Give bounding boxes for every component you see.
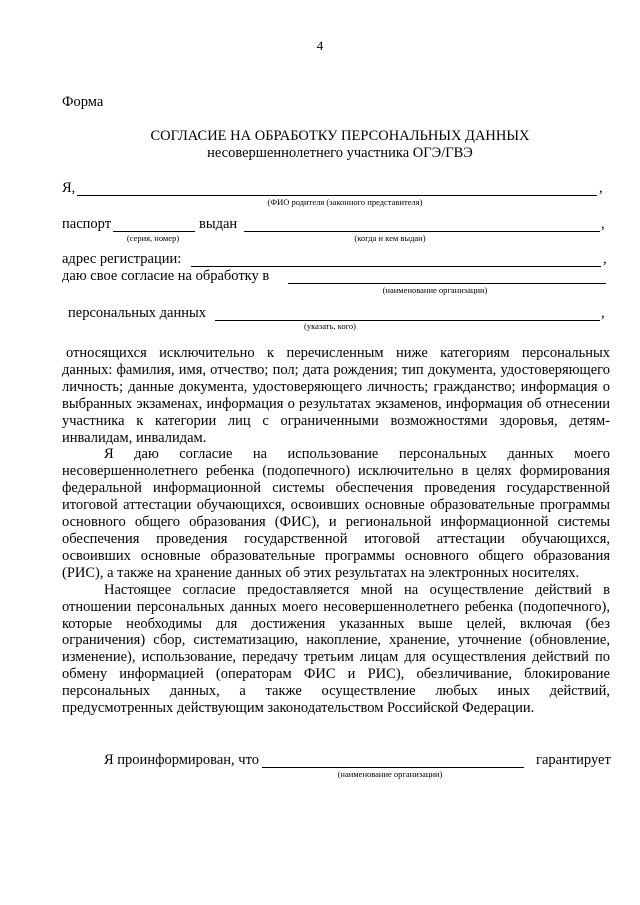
consent-body [62, 345, 610, 717]
informed-prefix: Я проинформирован, что [104, 752, 259, 768]
organization-hint: (наименование организации) [382, 285, 488, 295]
form-label: Форма [62, 94, 104, 110]
issued-label: выдан [199, 216, 238, 232]
title-line-2: несовершеннолетнего участника ОГЭ/ГВЭ [207, 145, 473, 161]
issued-field-line[interactable] [244, 231, 600, 232]
guarantor-field-line[interactable] [262, 767, 524, 768]
document-title [0, 128, 640, 162]
categories-paragraph: относящихся исключительно к перечисленным ниже категориям персональных данных: фамилия, имя, отчество; пол; дата рождения; тип документа, удостоверяющего личность; данные документа, удостоверяющего личность; гражданство; информация о выбранных экзаменах, информация о результатах экзаменов, информация об отнесении участника к категории лиц с ограниченными возможностями здоровья, детям-инвалидам, инвалидам. [62, 345, 610, 446]
passport-label: паспорт [62, 216, 112, 232]
title-line-1: СОГЛАСИЕ НА ОБРАБОТКУ ПЕРСОНАЛЬНЫХ ДАННЫХ [150, 128, 530, 144]
fio-hint: (ФИО родителя (законного представителя) [267, 197, 423, 207]
personal-data-label: персональных данных [68, 305, 207, 321]
address-comma: , [603, 251, 607, 267]
whose-hint: (указать, кого) [304, 321, 356, 331]
actions-paragraph: Настоящее согласие предоставляется мной на осуществление действий в отношении персональных данных моего несовершеннолетнего ребенка (подопечного), которые необходимы для достижения указанных выше целей, включая (без ограничения) сбор, систематизацию, накопление, хранение, уточнение (обновление, изменение), использование, передачу третьим лицам для осуществления действий по обмену информацией (операторам ФИС и РИС), обезличивание, блокирование персональных данных, а также осуществление любых иных действий, предусмотренных действующим законодательством Российской Федерации. [62, 581, 610, 717]
ya-comma: , [599, 180, 603, 196]
issued-comma: , [601, 216, 605, 232]
address-label: адрес регистрации: [62, 251, 182, 267]
organization-field-line[interactable] [288, 283, 606, 284]
ya-label: Я, [62, 180, 76, 196]
page-number: 4 [316, 38, 324, 53]
whose-field-line[interactable] [215, 320, 600, 321]
guarantor-hint: (наименование организации) [337, 769, 443, 779]
address-field-line[interactable] [191, 266, 601, 267]
passport-field-line[interactable] [113, 231, 195, 232]
passport-hint: (серия, номер) [126, 233, 180, 243]
issued-hint: (когда и кем выдан) [354, 233, 426, 243]
purpose-paragraph: Я даю согласие на использование персональных данных моего несовершеннолетнего ребенка (подопечного) исключительно в целях формирования федеральной информационной системы обеспечения проведения государственной итоговой аттестации обучающихся, освоивших основные образовательные программы основного общего образования (ФИС), и региональной информационной системы обеспечения проведения государственной итоговой аттестации обучающихся, освоивших основные образовательные программы основного общего образования (РИС), а также на хранение данных об этих результатах на электронных носителях. [62, 446, 610, 581]
whose-comma: , [601, 305, 605, 321]
consent-label: даю свое согласие на обработку в [62, 268, 270, 284]
informed-suffix: гарантирует [536, 752, 611, 768]
fio-field-line[interactable] [77, 195, 597, 196]
